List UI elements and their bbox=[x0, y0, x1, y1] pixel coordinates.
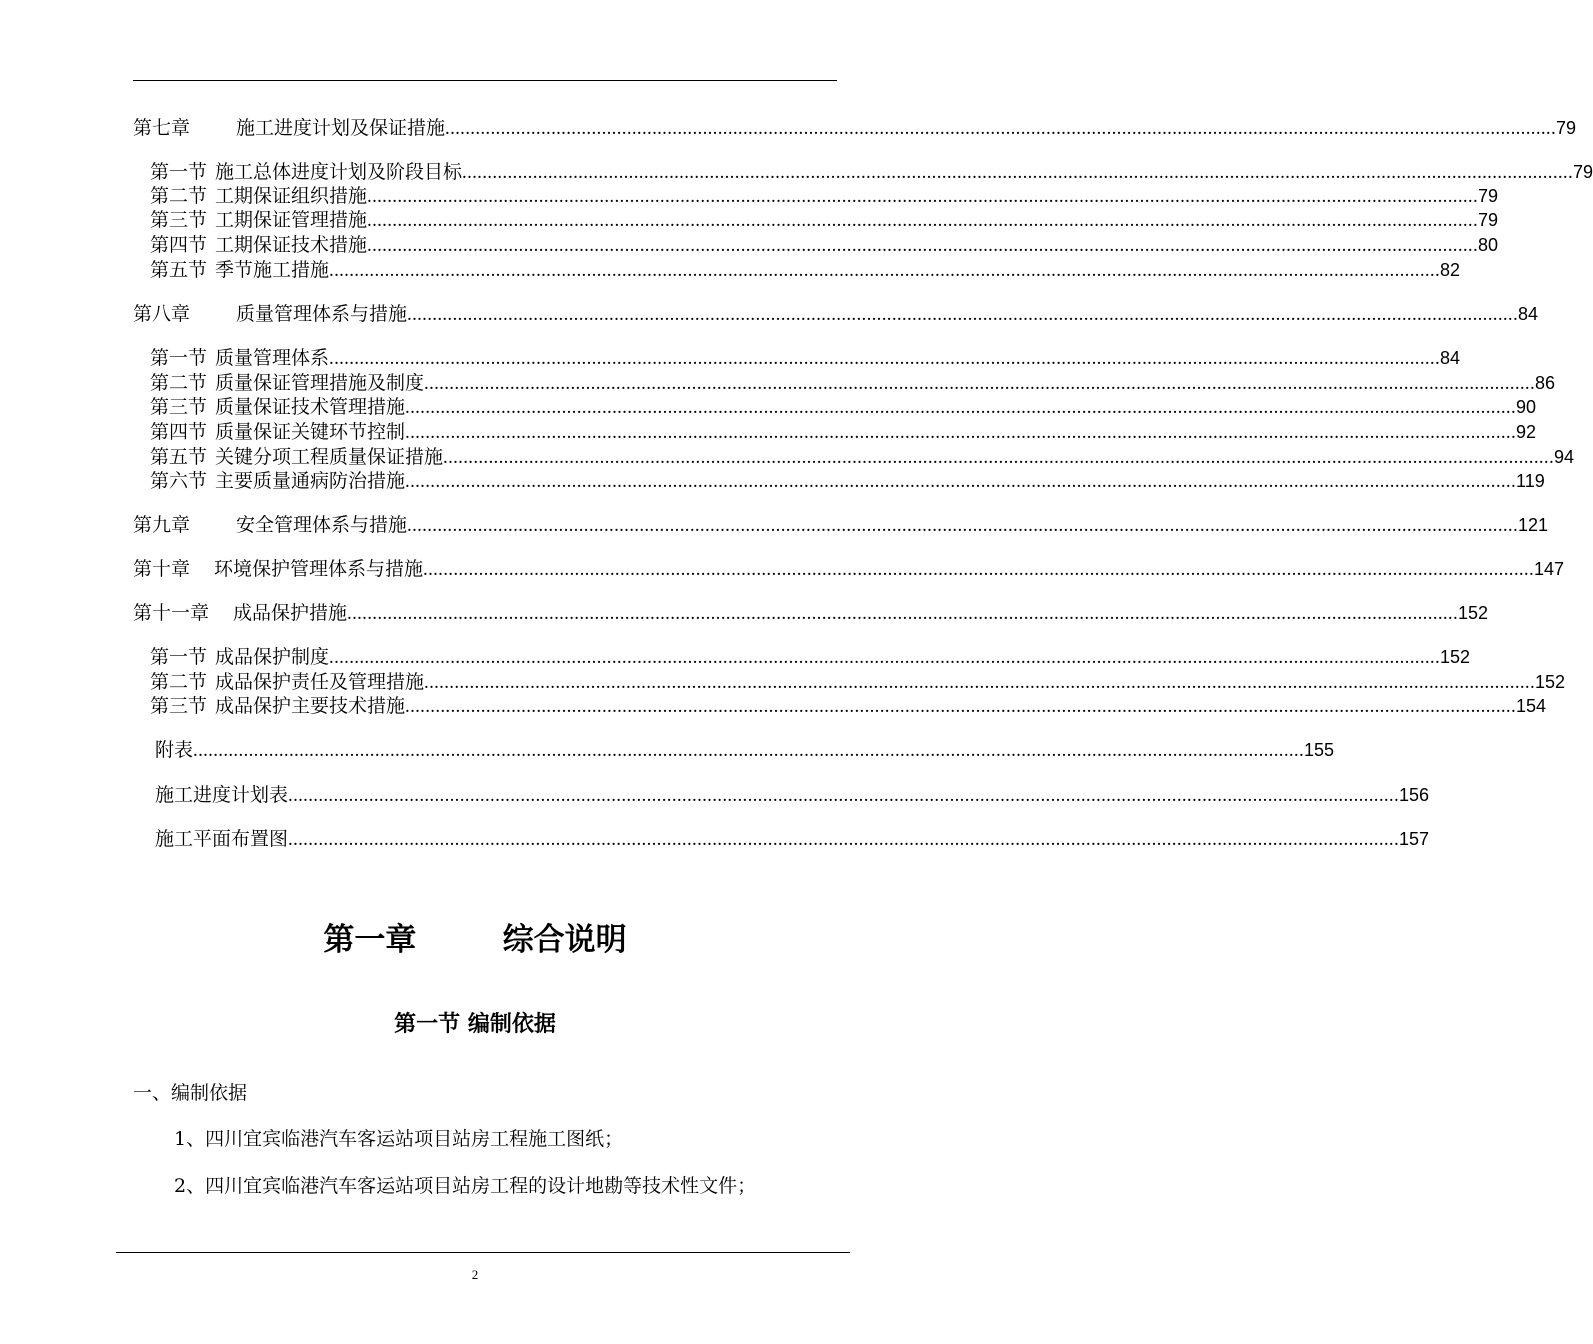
toc-entry-page: 82 bbox=[1440, 260, 1461, 280]
toc-entry[interactable] bbox=[155, 738, 1335, 763]
toc-dot-leader: ............................................................................................................................................................................................................................ bbox=[288, 785, 1400, 806]
toc-entry-title: 工期保证管理措施 bbox=[215, 209, 368, 231]
toc-entry-page: 155 bbox=[1304, 740, 1335, 760]
toc-entry-page: 154 bbox=[1516, 696, 1547, 716]
toc-dot-leader: ............................................................................................................................................................................................................................ bbox=[424, 373, 1536, 394]
toc-dot-leader: ............................................................................................................................................................................................................................ bbox=[443, 447, 1555, 468]
toc-entry-label: 第三节 bbox=[150, 209, 208, 231]
toc-dot-leader: ............................................................................................................................................................................................................................ bbox=[405, 471, 1517, 492]
toc-entry[interactable] bbox=[133, 116, 1577, 141]
toc-entry-label: 第四节 bbox=[150, 421, 208, 443]
body-heading: 一、编制依据 bbox=[133, 1082, 248, 1104]
toc-entry-title: 质量保证关键环节控制 bbox=[215, 421, 406, 443]
toc-dot-leader: ............................................................................................................................................................................................................................ bbox=[407, 515, 1519, 536]
chapter-title bbox=[0, 918, 950, 962]
toc-entry-page: 79 bbox=[1556, 118, 1577, 138]
toc-dot-leader: ............................................................................................................................................................................................................................ bbox=[367, 210, 1479, 231]
toc-entry-page: 119 bbox=[1516, 471, 1545, 491]
toc-entry-label: 第二节 bbox=[150, 671, 208, 693]
toc-entry-label: 第二节 bbox=[150, 185, 208, 207]
toc-entry-title: 关键分项工程质量保证措施 bbox=[215, 446, 444, 468]
section-title bbox=[0, 1010, 950, 1040]
toc-entry-label: 第三节 bbox=[150, 396, 208, 418]
toc-entry-page: 79 bbox=[1478, 210, 1499, 230]
toc-entry-title: 成品保护制度 bbox=[215, 646, 330, 668]
toc-entry-page: 157 bbox=[1399, 829, 1430, 849]
toc-entry-title: 施工进度计划表 bbox=[155, 784, 289, 806]
body-item: 2、四川宜宾临港汽车客运站项目站房工程的设计地勘等技术性文件； bbox=[174, 1175, 757, 1197]
chapter-label: 第一章 bbox=[323, 922, 417, 958]
toc-entry-label: 第五节 bbox=[150, 259, 208, 281]
toc-dot-leader: ............................................................................................................................................................................................................................ bbox=[424, 672, 1536, 693]
toc-entry-label: 第二节 bbox=[150, 372, 208, 394]
toc-entry-title: 工期保证组织措施 bbox=[215, 185, 368, 207]
toc-entry[interactable] bbox=[133, 513, 1549, 538]
toc-entry-page: 147 bbox=[1534, 559, 1565, 579]
toc-dot-leader: ............................................................................................................................................................................................................................ bbox=[445, 118, 1557, 139]
toc-entry-label: 第十章 bbox=[133, 558, 191, 580]
toc-entry[interactable] bbox=[155, 827, 1430, 852]
toc-entry[interactable] bbox=[133, 601, 1489, 626]
toc-entry-title: 施工进度计划及保证措施 bbox=[236, 117, 446, 139]
toc-entry-page: 121 bbox=[1518, 515, 1549, 535]
toc-entry-page: 156 bbox=[1399, 785, 1430, 805]
toc-dot-leader: ............................................................................................................................................................................................................................ bbox=[407, 304, 1519, 325]
toc-entry-title: 成品保护责任及管理措施 bbox=[215, 671, 425, 693]
toc-entry[interactable] bbox=[150, 395, 1537, 420]
toc-entry[interactable] bbox=[150, 445, 1575, 470]
toc-entry-page: 152 bbox=[1535, 672, 1566, 692]
section-name: 编制依据 bbox=[467, 1012, 556, 1037]
toc-dot-leader: ............................................................................................................................................................................................................................ bbox=[367, 235, 1479, 256]
toc-entry[interactable] bbox=[150, 420, 1537, 445]
toc-dot-leader: ............................................................................................................................................................................................................................ bbox=[462, 162, 1574, 183]
toc-dot-leader: ............................................................................................................................................................................................................................ bbox=[423, 559, 1535, 580]
toc-entry[interactable] bbox=[150, 371, 1556, 396]
toc-entry-title: 季节施工措施 bbox=[215, 259, 330, 281]
toc-entry-title: 环境保护管理体系与措施 bbox=[214, 558, 424, 580]
toc-entry[interactable] bbox=[150, 160, 1593, 185]
toc-entry-label: 第七章 bbox=[133, 117, 191, 139]
toc-entry-page: 86 bbox=[1535, 373, 1556, 393]
toc-dot-leader: ............................................................................................................................................................................................................................ bbox=[329, 348, 1441, 369]
toc-dot-leader: ............................................................................................................................................................................................................................ bbox=[405, 696, 1517, 717]
toc-entry-label: 第一节 bbox=[150, 646, 208, 668]
toc-entry[interactable] bbox=[133, 557, 1565, 582]
toc-dot-leader: ............................................................................................................................................................................................................................ bbox=[288, 829, 1400, 850]
toc-entry-title: 质量保证技术管理措施 bbox=[215, 396, 406, 418]
toc-entry-title: 质量保证管理措施及制度 bbox=[215, 372, 425, 394]
toc-dot-leader: ............................................................................................................................................................................................................................ bbox=[347, 603, 1459, 624]
toc-entry[interactable] bbox=[150, 258, 1461, 283]
toc-entry-label: 第五节 bbox=[150, 446, 208, 468]
toc-dot-leader: ............................................................................................................................................................................................................................ bbox=[367, 186, 1479, 207]
section-label: 第一节 bbox=[394, 1012, 461, 1037]
header-rule bbox=[133, 80, 837, 81]
toc-entry-label: 第一节 bbox=[150, 347, 208, 369]
toc-dot-leader: ............................................................................................................................................................................................................................ bbox=[329, 647, 1441, 668]
toc-entry-page: 90 bbox=[1516, 397, 1537, 417]
toc-entry[interactable] bbox=[150, 645, 1471, 670]
toc-entry-title: 安全管理体系与措施 bbox=[236, 514, 408, 536]
toc-entry-title: 质量管理体系与措施 bbox=[236, 303, 408, 325]
chapter-name: 综合说明 bbox=[502, 922, 627, 958]
toc-entry-page: 152 bbox=[1440, 647, 1471, 667]
toc-entry[interactable] bbox=[150, 233, 1499, 258]
toc-entry-page: 84 bbox=[1440, 348, 1461, 368]
toc-entry[interactable] bbox=[150, 670, 1566, 695]
toc-entry[interactable] bbox=[150, 208, 1499, 233]
toc-entry[interactable] bbox=[150, 346, 1461, 371]
toc-entry-title: 工期保证技术措施 bbox=[215, 234, 368, 256]
toc-entry-page: 79 bbox=[1573, 162, 1593, 182]
toc-dot-leader: ............................................................................................................................................................................................................................ bbox=[405, 397, 1517, 418]
toc-entry-title: 成品保护措施 bbox=[233, 602, 348, 624]
footer-rule bbox=[116, 1252, 850, 1253]
toc-entry[interactable] bbox=[155, 783, 1430, 808]
toc-entry[interactable] bbox=[150, 469, 1545, 494]
toc-entry-page: 84 bbox=[1518, 304, 1539, 324]
toc-entry[interactable] bbox=[133, 302, 1539, 327]
toc-entry-title: 成品保护主要技术措施 bbox=[215, 695, 406, 717]
toc-entry-title: 质量管理体系 bbox=[215, 347, 330, 369]
toc-entry-label: 第八章 bbox=[133, 303, 191, 325]
toc-dot-leader: ............................................................................................................................................................................................................................ bbox=[405, 422, 1517, 443]
toc-entry-label: 第六节 bbox=[150, 470, 208, 492]
page-number: 2 bbox=[471, 1267, 479, 1282]
toc-entry-label: 第一节 bbox=[150, 161, 208, 183]
body-item: 1、四川宜宾临港汽车客运站项目站房工程施工图纸； bbox=[174, 1128, 624, 1150]
toc-entry-label: 第九章 bbox=[133, 514, 191, 536]
toc-entry-page: 80 bbox=[1478, 235, 1499, 255]
toc-entry-page: 79 bbox=[1478, 186, 1499, 206]
toc-dot-leader: ............................................................................................................................................................................................................................ bbox=[193, 740, 1305, 761]
toc-entry-title: 附表 bbox=[155, 739, 194, 761]
toc-entry[interactable] bbox=[150, 694, 1547, 719]
toc-entry-page: 94 bbox=[1554, 447, 1575, 467]
toc-entry[interactable] bbox=[150, 184, 1499, 209]
toc-entry-title: 施工平面布置图 bbox=[155, 828, 289, 850]
toc-entry-label: 第四节 bbox=[150, 234, 208, 256]
toc-entry-page: 152 bbox=[1458, 603, 1489, 623]
toc-dot-leader: ............................................................................................................................................................................................................................ bbox=[329, 260, 1441, 281]
toc-entry-page: 92 bbox=[1516, 422, 1537, 442]
toc-entry-label: 第十一章 bbox=[133, 602, 210, 624]
toc-entry-title: 施工总体进度计划及阶段目标 bbox=[215, 161, 463, 183]
toc-entry-label: 第三节 bbox=[150, 695, 208, 717]
toc-entry-title: 主要质量通病防治措施 bbox=[215, 470, 406, 492]
